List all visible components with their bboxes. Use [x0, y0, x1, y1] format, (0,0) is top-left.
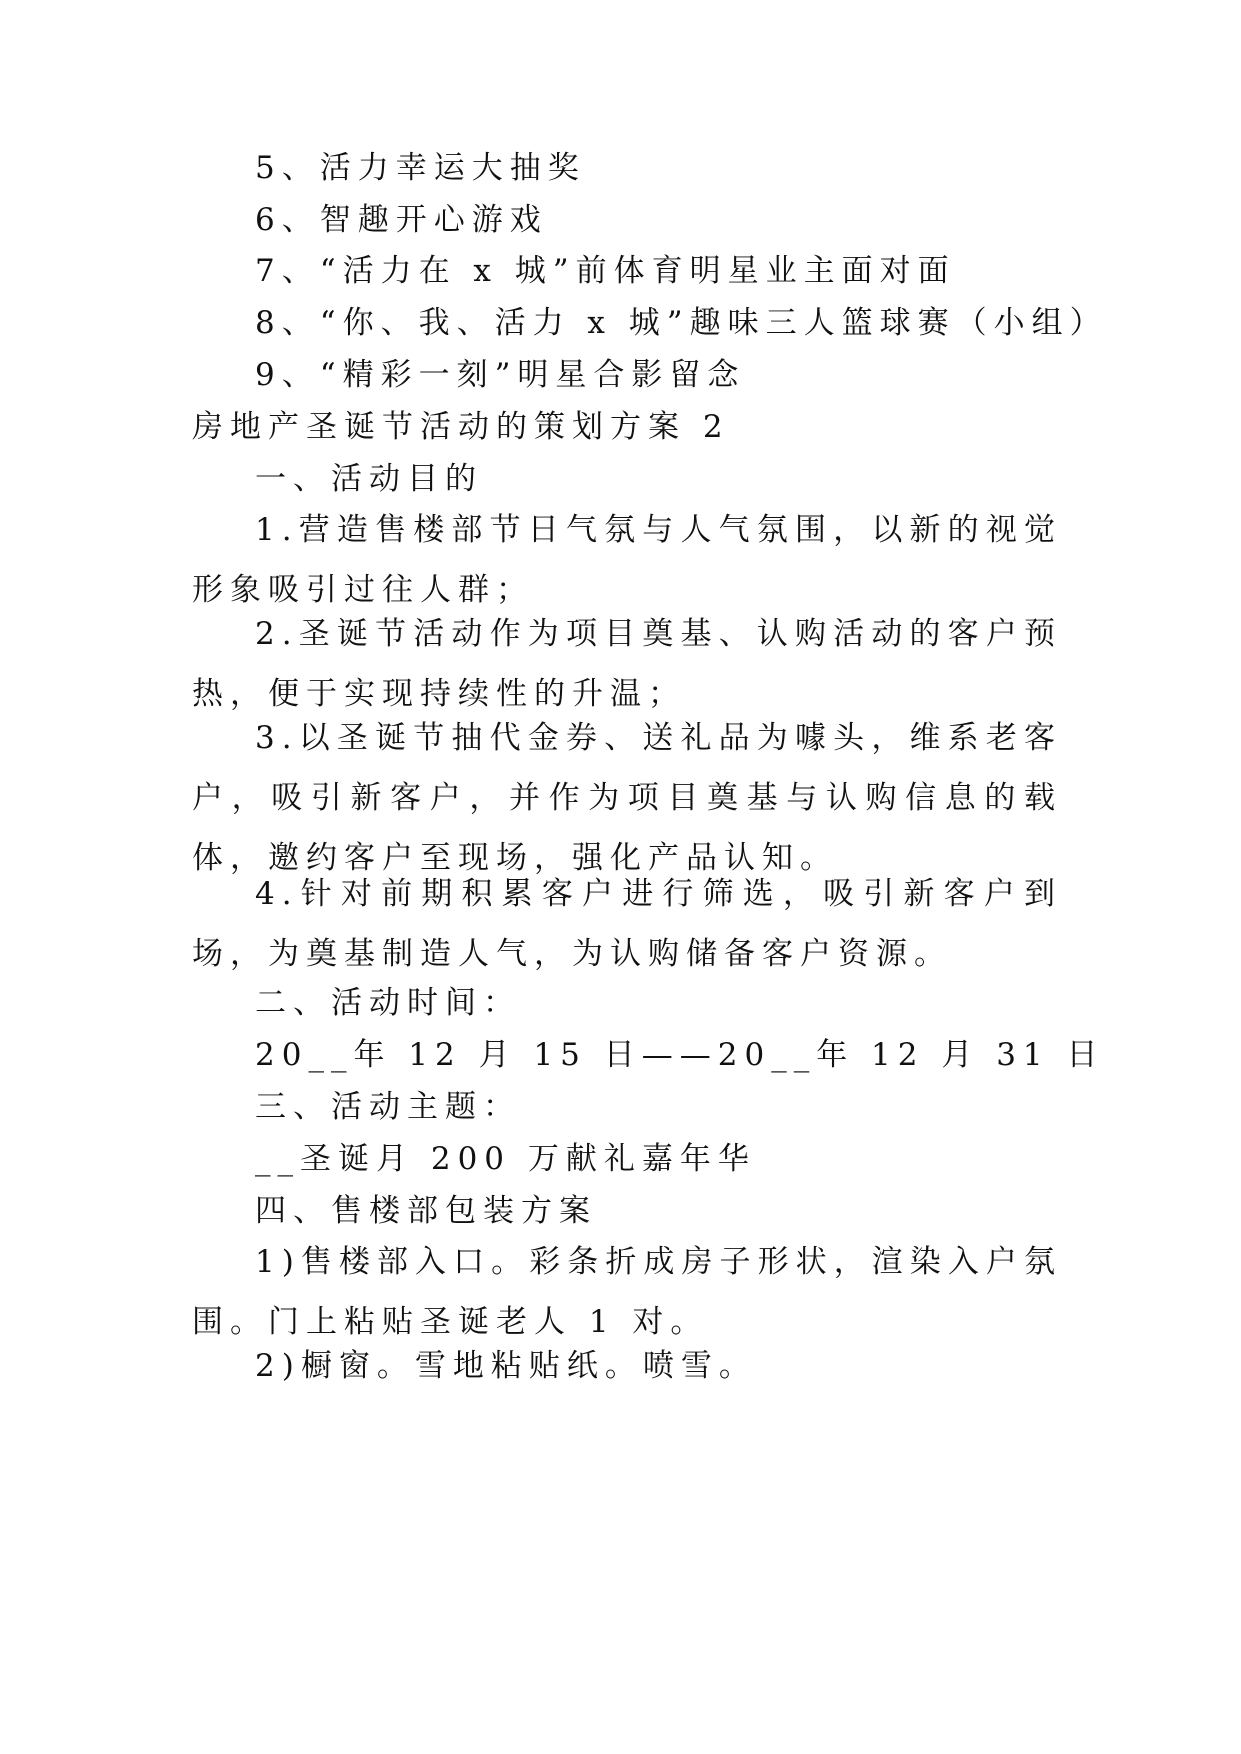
theme-heading: 三、活动主题： — [255, 1089, 521, 1125]
time-value: 20__年 12 月 15 日——20__年 12 月 31 日 — [255, 1037, 1105, 1073]
packaging-paragraph: 2)橱窗。雪地粘贴纸。喷雪。 — [255, 1348, 757, 1384]
list-item: 6、智趣开心游戏 — [255, 202, 548, 238]
purpose-paragraph: 2.圣诞节活动作为项目奠基、认购活动的客户预热，便于实现持续性的升温； — [192, 616, 1062, 712]
list-item: 7、“活力在 x 城”前体育明星业主面对面 — [255, 253, 956, 289]
time-heading: 二、活动时间： — [255, 985, 521, 1021]
list-item: 8、“你、我、活力 x 城”趣味三人篮球赛（小组） — [255, 305, 1108, 341]
list-item: 5、活力幸运大抽奖 — [255, 150, 586, 186]
purpose-heading: 一、活动目的 — [255, 461, 483, 497]
purpose-paragraph: 1.营造售楼部节日气氛与人气氛围，以新的视觉形象吸引过往人群； — [192, 512, 1062, 608]
packaging-heading: 四、售楼部包装方案 — [255, 1193, 597, 1229]
purpose-paragraph: 3.以圣诞节抽代金券、送礼品为噱头，维系老客户，吸引新客户，并作为项目奠基与认购信息的载体，邀约客户至现场，强化产品认知。 — [192, 720, 1062, 876]
theme-value: __圣诞月 200 万献礼嘉年华 — [255, 1141, 756, 1177]
purpose-paragraph: 4.针对前期积累客户进行筛选，吸引新客户到场，为奠基制造人气，为认购储备客户资源。 — [192, 876, 1062, 972]
section-title: 房地产圣诞节活动的策划方案 2 — [192, 409, 730, 445]
list-item: 9、“精彩一刻”明星合影留念 — [255, 357, 746, 393]
packaging-paragraph: 1)售楼部入口。彩条折成房子形状，渲染入户氛围。门上粘贴圣诞老人 1 对。 — [192, 1244, 1062, 1340]
